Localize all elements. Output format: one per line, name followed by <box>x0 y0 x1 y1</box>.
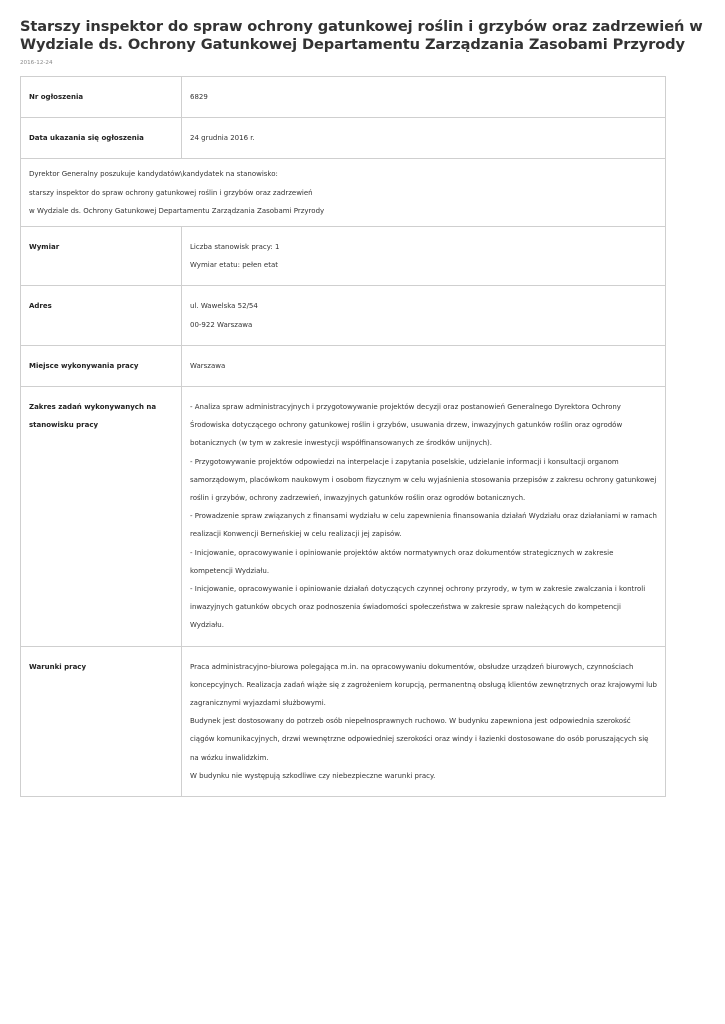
row-adres <box>21 286 666 345</box>
warunki-paragraph: Budynek jest dostosowany do potrzeb osób niepełnosprawnych ruchowo. W budynku zapewniona jest odpowiednia szerokość ciągów komunikacyjnych, drzwi wewnętrzne odpowiedniej szerokości oraz windy i łazienki dostosowane do osób poruszających się na wózku inwalidzkim. <box>190 717 649 762</box>
label-wymiar: Wymiar <box>21 227 182 286</box>
value-zakres <box>182 387 666 647</box>
label-zakres: Zakres zadań wykonywanych na stanowisku pracy <box>21 387 182 647</box>
wymiar-line: Liczba stanowisk pracy: 1 <box>190 243 280 252</box>
value-adres <box>182 286 666 345</box>
value-miejsce: Warszawa <box>182 345 666 386</box>
row-intro <box>21 159 666 227</box>
adres-line: 00-922 Warszawa <box>190 320 253 329</box>
intro-cell <box>21 159 666 227</box>
publication-date: 2016-12-24 <box>20 60 53 66</box>
label-warunki: Warunki pracy <box>21 646 182 796</box>
label-miejsce: Miejsce wykonywania pracy <box>21 345 182 386</box>
zakres-item: - Inicjowanie, opracowywanie i opiniowanie projektów aktów normatywnych oraz dokumentów strategicznych w zakresie kompetencji Wydziału. <box>190 548 614 575</box>
zakres-item: - Inicjowanie, opracowywanie i opiniowanie działań dotyczących czynnej ochrony przyrody, w tym w zakresie zwalczania i kontroli inwazyjnych gatunków obcych oraz podnoszenia świadomości społeczeństwa w zakresie spraw należących do kompetencji Wydziału. <box>190 585 646 630</box>
row-wymiar <box>21 227 666 286</box>
label-data-ukazania: Data ukazania się ogłoszenia <box>21 118 182 159</box>
adres-line: ul. Wawelska 52/54 <box>190 302 258 311</box>
posting-details-table <box>20 76 666 797</box>
zakres-item: - Analiza spraw administracyjnych i przygotowywanie projektów decyzji oraz postanowień Generalnego Dyrektora Ochrony Środowiska dotyczącego ochrony gatunkowej roślin i grzybów, usuwania drzew, inwazyjnych gatunków roślin oraz ogrodów botanicznych (w tym w zakresie inwestycji współfinansowanych ze środków unijnych). <box>190 403 623 448</box>
row-nr-ogloszenia <box>21 77 666 118</box>
intro-line: w Wydziale ds. Ochrony Gatunkowej Departamentu Zarządzania Zasobami Przyrody <box>29 206 325 215</box>
page-title: Starszy inspektor do spraw ochrony gatunkowej roślin i grzybów oraz zadrzewień w Wydziale ds. Ochrony Gatunkowej Departamentu Zarządzania Zasobami Przyrody <box>20 18 703 53</box>
intro-line: Dyrektor Generalny poszukuje kandydatów\kandydatek na stanowisko: <box>29 170 278 179</box>
row-zakres <box>21 387 666 647</box>
label-nr-ogloszenia: Nr ogłoszenia <box>21 77 182 118</box>
row-data-ukazania <box>21 118 666 159</box>
wymiar-line: Wymiar etatu: pełen etat <box>190 261 278 270</box>
intro-line: starszy inspektor do spraw ochrony gatunkowej roślin i grzybów oraz zadrzewień <box>29 188 313 197</box>
zakres-item: - Przygotowywanie projektów odpowiedzi na interpelacje i zapytania poselskie, udzielanie informacji i konsultacji organom samorządowym, placówkom naukowym i osobom fizycznym w celu wyjaśnienia stosowania przepisów z zakresu ochrony gatunkowej roślin i grzybów, ochrony zadrzewień, inwazyjnych gatunków roślin oraz ogrodów botanicznych. <box>190 457 657 503</box>
row-miejsce <box>21 345 666 386</box>
value-warunki <box>182 646 666 796</box>
warunki-paragraph: W budynku nie występują szkodliwe czy niebezpieczne warunki pracy. <box>190 771 436 780</box>
value-nr-ogloszenia: 6829 <box>182 77 666 118</box>
zakres-item: - Prowadzenie spraw związanych z finansami wydziału w celu zapewnienia finansowania działań Wydziału oraz działaniami w ramach realizacji Konwencji Berneńskiej w celu realizacji jej zapisów. <box>190 512 657 539</box>
warunki-paragraph: Praca administracyjno-biurowa polegająca m.in. na opracowywaniu dokumentów, obsłudze urządzeń biurowych, czynnościach koncepcyjnych. Realizacja zadań wiąże się z zagrożeniem korupcją, permanentną obsługą klientów zewnętrznych oraz krajowymi lub zagranicznymi wyjazdami służbowymi. <box>190 662 657 708</box>
value-data-ukazania: 24 grudnia 2016 r. <box>182 118 666 159</box>
row-warunki <box>21 646 666 796</box>
label-adres: Adres <box>21 286 182 345</box>
value-wymiar <box>182 227 666 286</box>
